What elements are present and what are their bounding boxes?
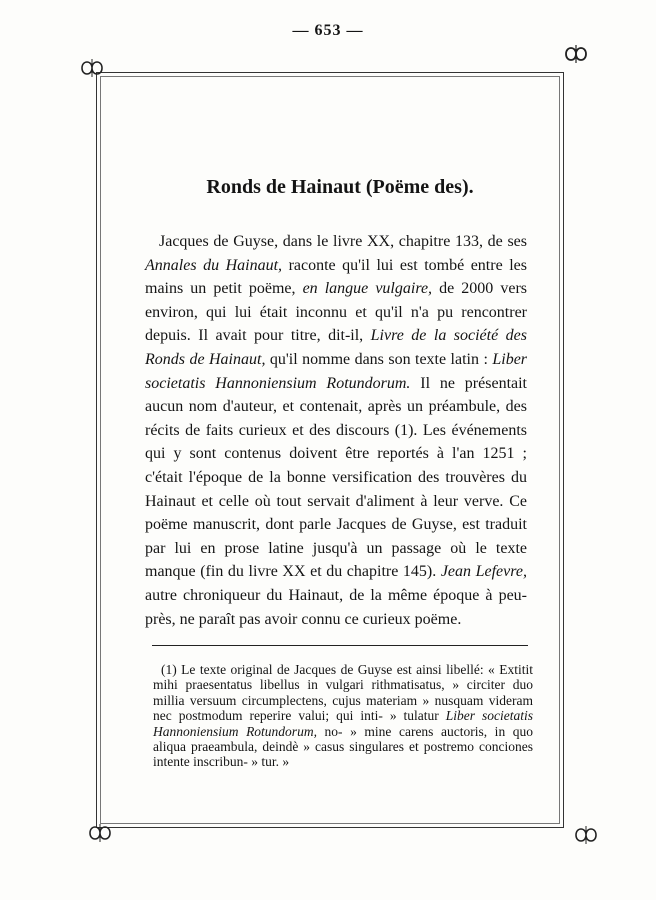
italic-run: Liber societatis Hannoniensium Rotundorum. (145, 350, 528, 392)
text-run: (1) Le texte original de Jacques de Guyse est ainsi libellé: « Extitit mihi praesentatus libellus in vulgari rithmatisatus, » circiter duo millia versuum circumplectens, cujus materiam » nusquam videram nec postmodum reperire valui; qui inti- » tulatur (153, 662, 533, 724)
page-number: — 653 — (292, 22, 364, 39)
corner-flourish-icon (78, 57, 106, 79)
text-run: autre chroniqueur du Hainaut, de la même époque à peu-près, ne paraît pas avoir connu ce curieux poëme. (145, 586, 527, 628)
text-run: de 2000 vers environ, qui lui était inconnu et qu'il n'a pu rencontrer depuis. Il avait pour titre, dit-il, (145, 280, 528, 345)
footnote-paragraph (153, 662, 533, 770)
italic-run: Annales du Hainaut, (145, 256, 283, 274)
page-title: Ronds de Hainaut (Poëme des). (206, 176, 474, 198)
text-run: qu'il nomme dans son texte latin : (265, 350, 493, 368)
text-run: Il ne présentait aucun nom d'auteur, et contenait, après un préambule, des récits de faits curieux et des discours (1). Les événements qui y sont contenus doivent être reportés à l'an 1251 ; c'était l'époque de la bonne versification des trouvères du Hainaut et celle où tout servait d'aliment à leur verve. Ce poëme manuscrit, dont parle Jacques de Guyse, est traduit par lui en prose latine jusqu'à un passage où le texte manque (fin du livre XX et du chapitre 145). (145, 374, 528, 581)
corner-flourish-icon (562, 43, 590, 65)
footnote-divider (152, 645, 528, 646)
body-paragraph (145, 230, 527, 631)
corner-flourish-icon (86, 822, 114, 844)
text-run: no- » mine carens auctoris, in quo aliqua praeambula, deindè » casus singulares et postremo conciones intente inscribun- » tur. » (153, 723, 534, 770)
italic-run: Livre de la société des Ronds de Hainaut, (145, 327, 528, 368)
italic-run: Liber societatis Hannoniensium Rotundorum, (153, 708, 534, 739)
italic-run: Jean Lefevre, (440, 563, 527, 581)
footnote (153, 662, 533, 770)
body-text (145, 230, 527, 631)
text-run: Jacques de Guyse, dans le livre XX, chapitre 133, de ses (159, 233, 527, 250)
text-run: raconte qu'il lui est tombé entre les mains un petit poëme, (145, 256, 527, 298)
italic-run: en langue vulgaire, (302, 280, 433, 298)
corner-flourish-icon (572, 824, 600, 846)
